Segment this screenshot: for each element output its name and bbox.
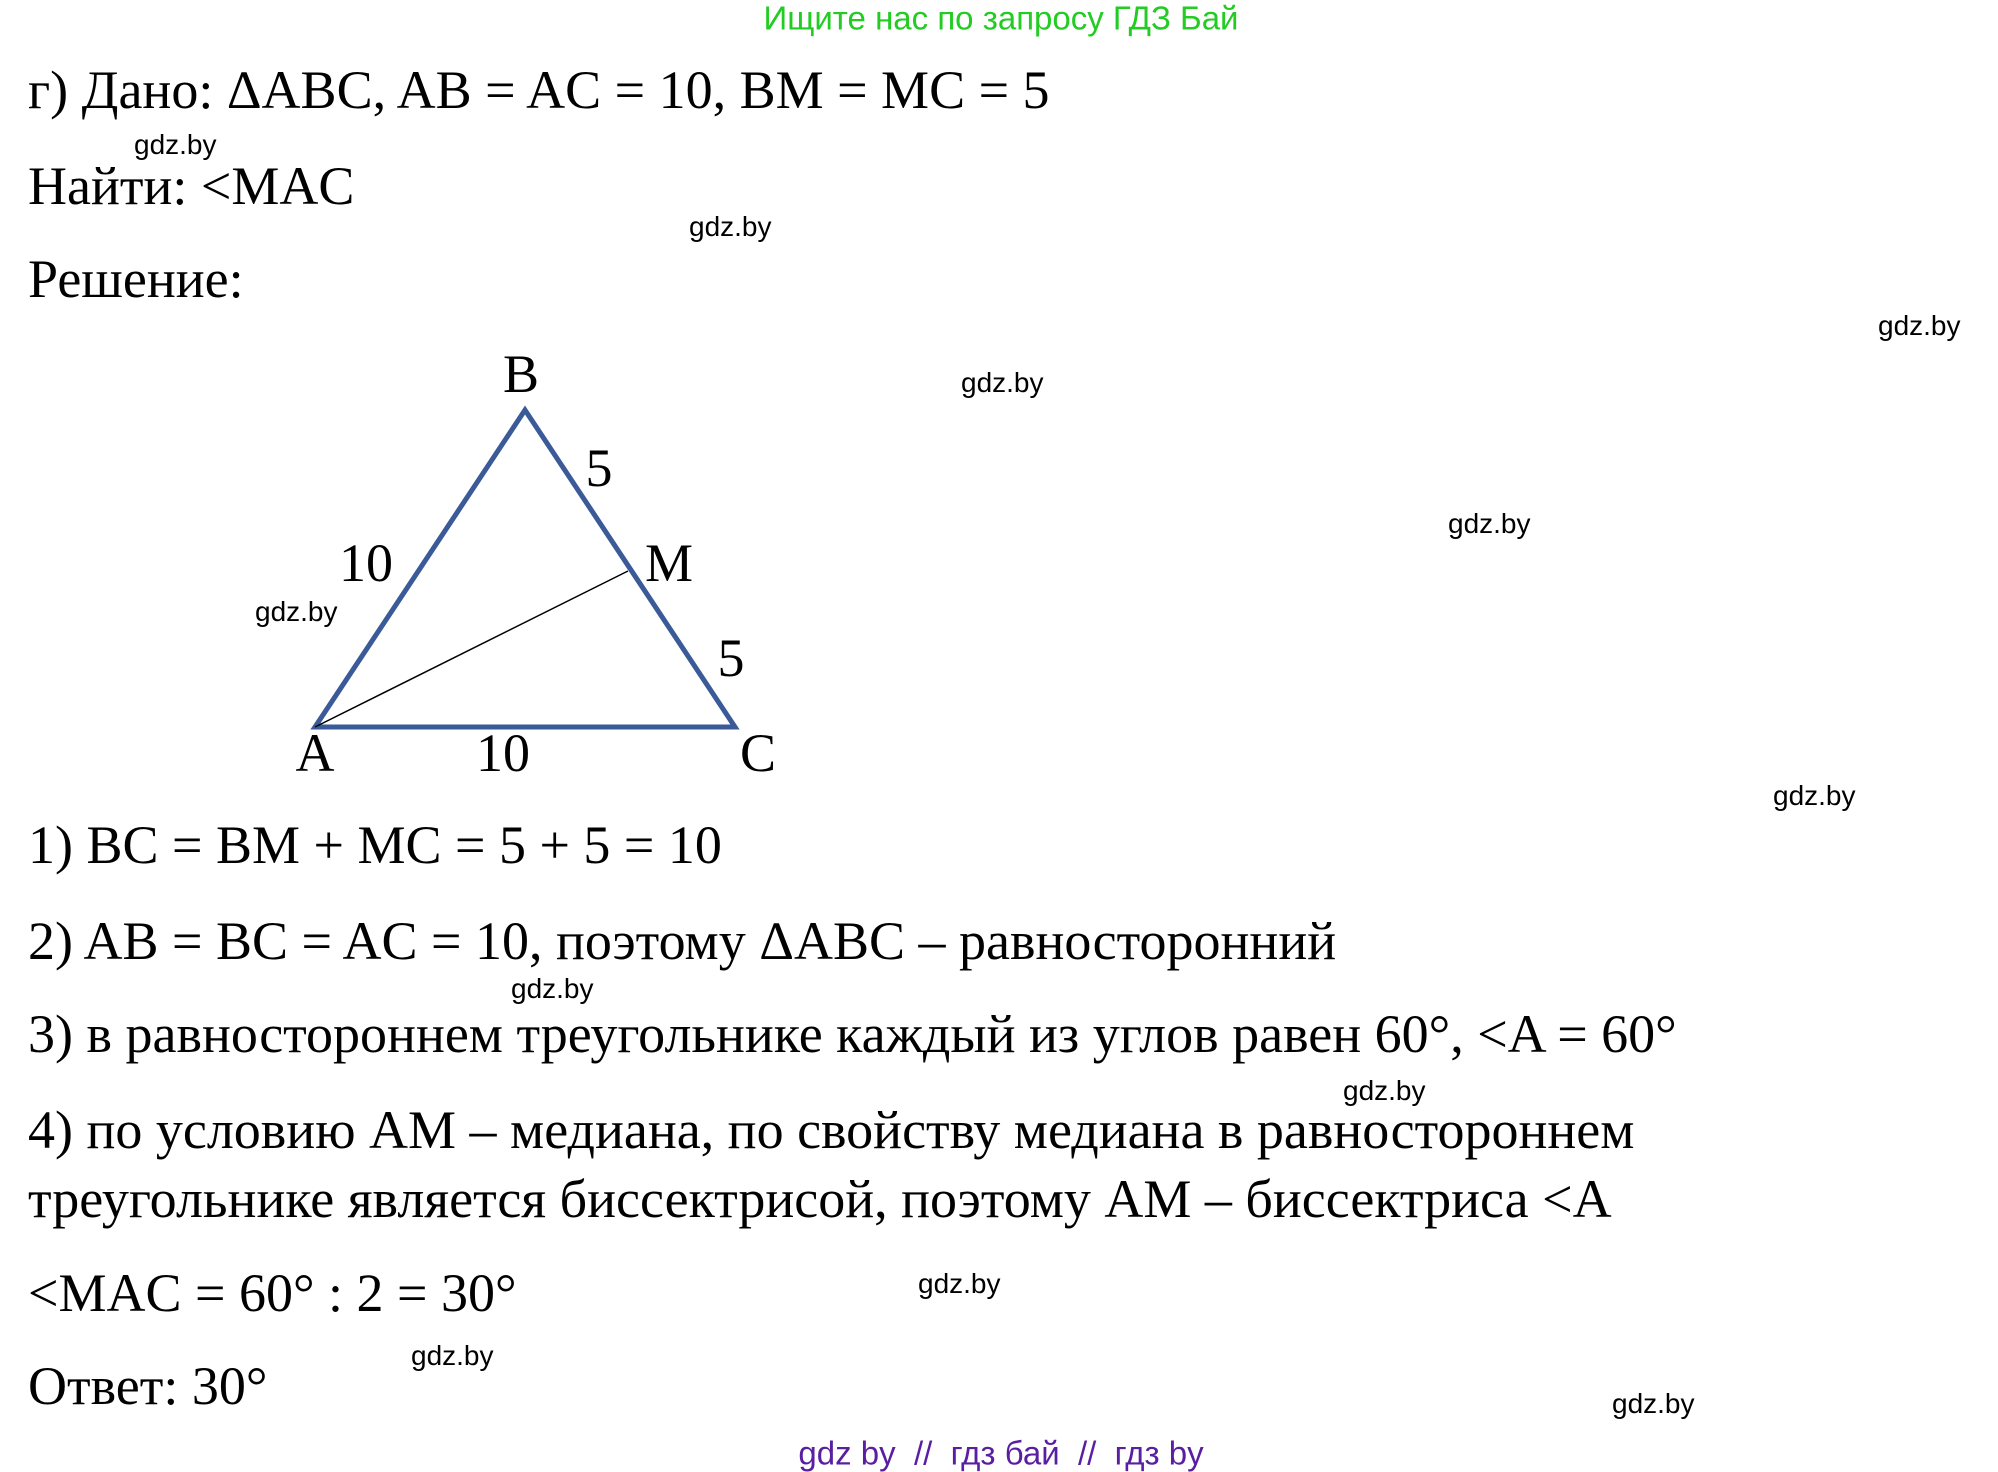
- watermark: gdz.by: [689, 211, 772, 242]
- mc-length-label: 5: [717, 628, 745, 688]
- given-text: г) Дано: ΔABC, AB = AC = 10, BM = MC = 5: [28, 60, 1050, 120]
- step-3: 3) в равностороннем треугольнике каждый из углов равен 60°, <A = 60°: [28, 1004, 1677, 1064]
- vertex-c-label: C: [739, 723, 777, 783]
- search-hint-header: Ищите нас по запросу ГДЗ Бай: [763, 0, 1239, 37]
- watermark: gdz.by: [1343, 1075, 1426, 1106]
- find-text: Найти: <MAC: [28, 156, 355, 216]
- point-m-label: M: [644, 533, 694, 593]
- watermark: gdz.by: [1878, 310, 1961, 341]
- watermark: gdz.by: [511, 973, 594, 1004]
- step-5: <MAC = 60° : 2 = 30°: [28, 1263, 517, 1323]
- bm-length-label: 5: [585, 438, 613, 498]
- median-am: [315, 571, 628, 727]
- footer-links: gdz by // гдз бай // гдз by: [798, 1434, 1204, 1472]
- step-4-line-2: треугольнике является биссектрисой, поэтому AM – биссектриса <A: [28, 1169, 1612, 1229]
- vertex-a-label: A: [295, 723, 335, 783]
- watermark: gdz.by: [134, 129, 217, 160]
- step-2: 2) AB = BC = AC = 10, поэтому ΔABC – равносторонний: [28, 911, 1337, 971]
- watermark: gdz.by: [1612, 1388, 1695, 1419]
- watermark: gdz.by: [255, 596, 338, 627]
- step-4-line-1: 4) по условию AM – медиана, по свойству медиана в равностороннем: [28, 1100, 1635, 1160]
- ab-length-label: 10: [339, 533, 393, 593]
- watermark: gdz.by: [918, 1268, 1001, 1299]
- answer-text: Ответ: 30°: [28, 1356, 268, 1416]
- solution-label: Решение:: [28, 249, 244, 309]
- vertex-b-label: B: [502, 344, 540, 404]
- watermark: gdz.by: [411, 1340, 494, 1371]
- watermark: gdz.by: [1448, 508, 1531, 539]
- watermark: gdz.by: [961, 367, 1044, 398]
- ac-length-label: 10: [476, 723, 530, 783]
- step-1: 1) BC = BM + MC = 5 + 5 = 10: [28, 815, 722, 875]
- watermark: gdz.by: [1773, 780, 1856, 811]
